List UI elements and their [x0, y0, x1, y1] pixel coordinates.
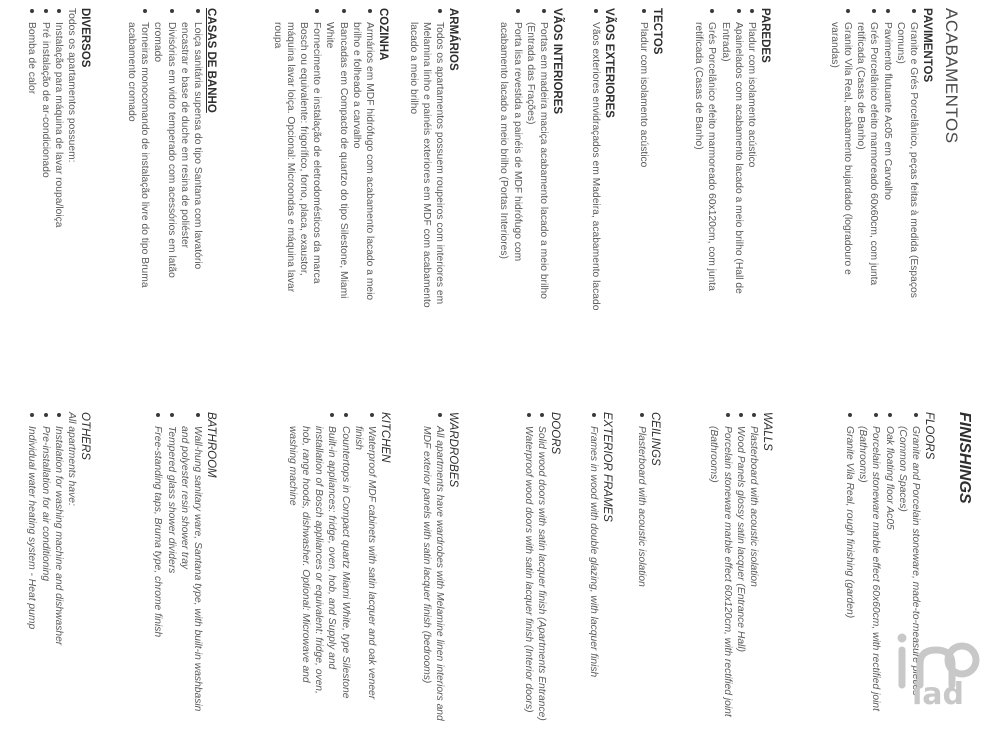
list	[587, 412, 600, 722]
list-item: Granito Vila Real, acabamento bujardado (logradouro e varandas)	[828, 8, 854, 318]
list-item: Todos os apartamentos possuem roupeiros com interiores em Melamina linho e painéis exteriores em MDF com acabamento lacado a meio brilho	[406, 8, 446, 318]
list-item: Torneiras monocomando de instalação livre do tipo Bruma acabamento cromado	[125, 8, 151, 308]
list	[286, 412, 378, 712]
section-title: EXTERIOR FRAMES	[601, 412, 613, 522]
section-title: DIVERSOS	[79, 8, 91, 68]
list-item: Vãos exteriores envidraçados em Madeira, acabamento lacado	[589, 8, 602, 318]
list-item: Instalação para máquina de lavar roupa/loiça	[52, 8, 65, 308]
list-item: Divisórias em vidro temperado com acessórios em latão cromado	[151, 8, 177, 308]
list-item: Solid wood doors with satin lacquer finish (Apartments Entrance)	[535, 412, 548, 722]
section-title: WARDROBES	[447, 412, 459, 488]
list-item: Pladur com isolamento acústico	[637, 8, 650, 318]
section-title: VÃOS INTERIORES	[551, 8, 563, 115]
iad-logo-text: iad	[912, 677, 965, 712]
list-item: Grés Porcelânico efeito marmoreado 60x120cm, com junta retificada (Casas de Banho)	[692, 8, 718, 318]
section-others	[25, 412, 92, 712]
section-wardrobes	[420, 412, 460, 722]
list-item: Instalation for washing machine and dishwasher	[52, 412, 65, 712]
section-title: WALLS	[761, 412, 773, 451]
section-title: ARMÁRIOS	[447, 8, 459, 71]
section-title: CASAS DE BANHO	[205, 8, 217, 113]
section-ceilings	[635, 412, 662, 722]
list-item: Granite and Porcelain stoneware, made-to-measure pieces (Common Spaces)	[896, 412, 922, 722]
list-item: Bancadas em Compacto de quartzo do tipo Silestone, Miami White	[323, 8, 349, 308]
list-item: Loiça sanitária supensa do tipo Santana com lavatório encastrar e base de duche em resina de poliéster	[178, 8, 204, 308]
intro-text: All apartments have:	[66, 412, 77, 506]
list	[151, 412, 204, 712]
section-title: BATHROOM	[205, 412, 217, 478]
list	[707, 412, 760, 722]
list-item: Frames in wood with double glazing, with lacquer finish	[587, 412, 600, 722]
list-item: Pladur com isolamento acústico	[745, 8, 758, 318]
list	[25, 412, 65, 712]
list-item: Individual water heating system - Heat pump	[25, 412, 38, 712]
list-item: All apartments have wardrobes with Melamine linen interiors and MDF exterior panels with satin lacquer finish (bedrooms)	[420, 412, 446, 722]
section-title: COZINHA	[377, 8, 389, 61]
list-item: Waterproof wood doors with satin lacquer finish (Interior doors)	[522, 412, 535, 722]
section-title: OTHERS	[79, 412, 91, 460]
section-title: VÃOS EXTERIORES	[603, 8, 615, 118]
section-title: PAVIMENTOS	[921, 8, 933, 83]
list-item: Grés Porcelânico efeito marmoreado 60x60cm, com junta retificada (Casas de Banho)	[854, 8, 880, 318]
list-item: Apainelados com acabamento lacado a meio brilho (Hall de Entrada)	[718, 8, 744, 318]
list	[522, 412, 548, 722]
list-item: Porta lisa revestida a painéis de MDF hidrófugo com acabamento lacado a meio brilho (Portas Interiores)	[497, 8, 523, 318]
list-item: Countertops in Compact quartz Miami White, type Silestone	[338, 412, 351, 712]
section-walls	[707, 412, 774, 722]
list-item: Portas em madeira maciça acabamento lacado a meio brilho (Entrada das Frações)	[524, 8, 550, 318]
list-item: Pavimento flutuante Ac05 em Carvalho	[880, 8, 893, 318]
list	[420, 412, 446, 722]
section-title: DOORS	[549, 412, 561, 455]
section-exterior-frames	[587, 412, 614, 722]
en-heading: FINISHINGS	[956, 412, 973, 504]
section-kitchen	[286, 412, 392, 712]
list-item: Porcelain stoneware marble effect 60x120cm, with rectified joint (Bathrooms)	[707, 412, 733, 722]
list-item: Waterproof MDF cabinets with satin lacquer and oak veneer finish	[352, 412, 378, 712]
pt-heading: ACABAMENTOS	[942, 8, 961, 144]
list-item: Free-standing taps, Bruma type, chrome finish	[151, 412, 164, 712]
list-item: Fornecimento e instalação de eletrodomésticos da marca Bosch ou equivalente: frigorífico, forno, placa, exaustor, máquina lavar loiça. Opcional: Microondas e máquina lavar roupa	[270, 8, 323, 308]
list-item: Plasterboard with acoustic isolation	[747, 412, 760, 722]
list-item: Tempered glass shower dividers	[164, 412, 177, 712]
list-item: Bomba de calor	[25, 8, 38, 308]
list-item: Pré instalação de ar-condicionado	[38, 8, 51, 308]
section-bathroom	[151, 412, 218, 712]
list-item: Wood Panels glossy satin lacquer (Entrance Hall)	[734, 412, 747, 722]
section-doors	[522, 412, 562, 722]
intro-list	[65, 412, 78, 712]
iad-logo	[880, 630, 990, 720]
section-title: PAREDES	[759, 8, 771, 63]
section-title: KITCHEN	[379, 412, 391, 463]
list-item: Granite Vila Real, rough finishing (garden)	[843, 412, 856, 722]
list-item: Porcelain stoneware marble effect 60x60cm, with rectified joint (Bathrooms)	[856, 412, 882, 722]
list-item: Armários em MDF hidrófugo com acabamento lacado a meio brilho e folheado a carvalho	[350, 8, 376, 308]
list-item: Granito e Grés Porcelânico, peças feitas à medida (Espaços Comuns)	[894, 8, 920, 318]
list-item: Built-in appliances: fridge, oven, hob, and Supply and installation of Bosch appliances or equivalent: fridge, oven, hob, range hoods, dishwasher. Optional: Microwave and washing machine	[286, 412, 339, 712]
list-item: Oak floating floor Ac05	[882, 412, 895, 722]
list-item: Pre-installation for air conditioning	[38, 412, 51, 712]
list-item: Plasterboard with acoustic isolation	[635, 412, 648, 722]
section-title: TECTOS	[651, 8, 663, 55]
list	[635, 412, 648, 722]
section-title: FLOORS	[923, 412, 935, 460]
section-title: CEILINGS	[649, 412, 661, 466]
intro-text: Todos os apartamentos possuem:	[66, 8, 77, 163]
list-item: Wall-hung sanitary ware, Santana type, with built-in washbasin and polyester resin shower tray	[178, 412, 204, 712]
